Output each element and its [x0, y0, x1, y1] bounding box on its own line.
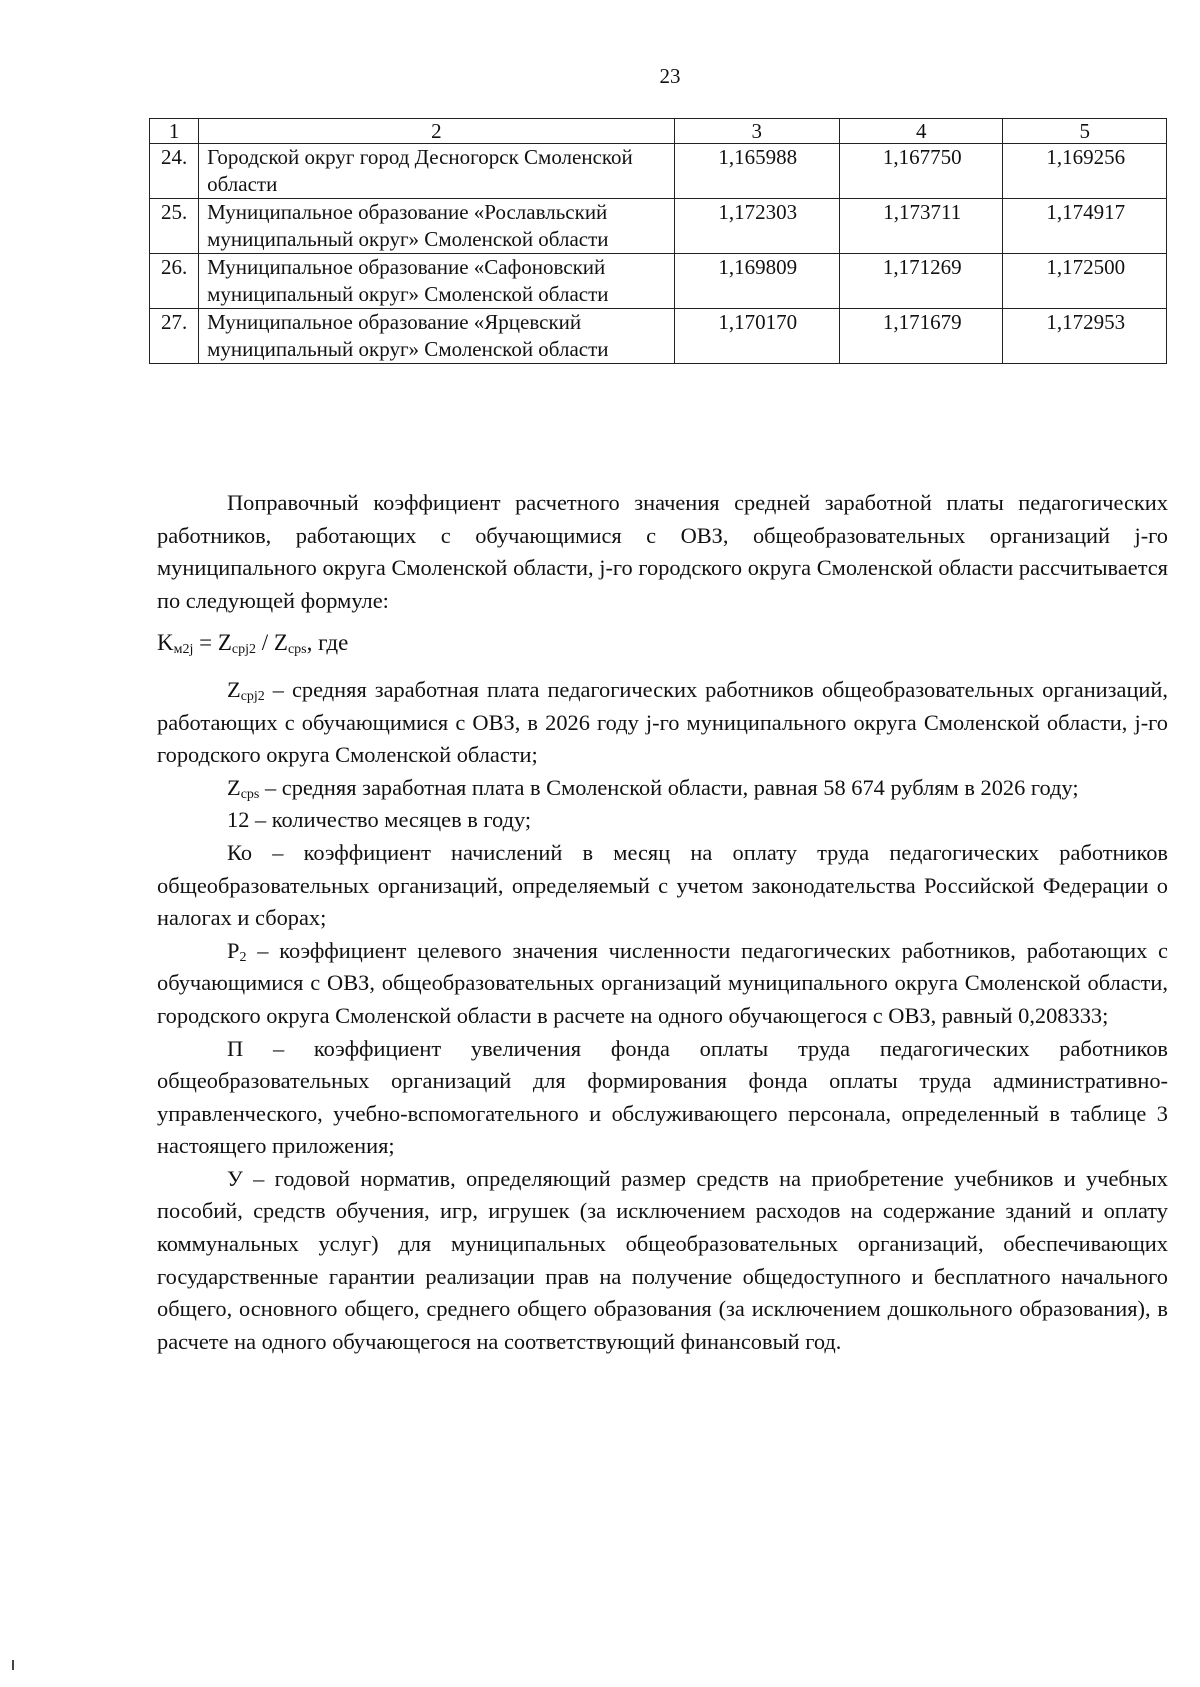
symbol: Р: [227, 937, 240, 963]
definition-zcps: [157, 772, 1168, 805]
definition-text: – средняя заработная плата в Смоленской области, равная 58 674 рублям в 2026 году;: [259, 774, 1079, 800]
row-number: 24.: [150, 144, 199, 199]
table-row: [150, 309, 1167, 364]
definition-u: У – годовой норматив, определяющий размер средств на приобретение учебников и учебных пособий, средств обучения, игр, игрушек (за исключением расходов на содержание зданий и оплату коммунальных услуг) для муниципальных общеобразовательных организаций, обеспечивающих государственные гарантии реализации прав на получение общедоступного и бесплатного начального общего, основного общего, среднего общего образования (за исключением дошкольного образования), в расчете на одного обучающегося на соответствующий финансовый год.: [157, 1165, 1168, 1354]
municipality-name: Муниципальное образование «Сафоновский муниципальный округ» Смоленской области: [199, 254, 674, 309]
coefficient-table: [149, 118, 1167, 364]
table-row: [150, 144, 1167, 199]
municipality-name: Муниципальное образование «Рославльский муниципальный округ» Смоленской области: [199, 199, 674, 254]
coefficient-value-col3: 1,170170: [674, 309, 839, 364]
table-header-row: [150, 119, 1167, 144]
header-cell-2: 2: [199, 119, 674, 144]
coefficient-value-col5: 1,169256: [1003, 144, 1167, 199]
symbol: Z: [227, 774, 241, 800]
definition-text: – коэффициент целевого значения численности педагогических работников, работающих с обучающимися с ОВЗ, общеобразовательных организаций муниципального округа Смоленской области, городского округа Смоленской области в расчете на одного обучающегося с ОВЗ, равный 0,208333;: [157, 937, 1168, 1028]
formula-tail: , где: [306, 630, 349, 656]
coefficient-value-col5: 1,172953: [1003, 309, 1167, 364]
header-cell-4: 4: [840, 119, 1003, 144]
coefficient-value-col3: 1,165988: [674, 144, 839, 199]
formula-equals: = Z: [193, 630, 232, 656]
definition-text: – средняя заработная плата педагогических работников общеобразовательных организаций, работающих с обучающимися с ОВЗ, в 2026 году j-го муниципального округа Смоленской области, j-го городского округа Смоленской области;: [157, 676, 1168, 768]
body-text: [157, 487, 1168, 1358]
municipality-name: Городской округ город Десногорск Смоленской области: [199, 144, 674, 199]
coefficient-value-col3: 1,169809: [674, 254, 839, 309]
intro-paragraph: Поправочный коэффициент расчетного значения средней заработной платы педагогических работников, работающих с обучающимися с ОВЗ, общеобразовательных организаций j-го муниципального округа Смоленской области, j-го городского округа Смоленской области рассчитывается по следующей формуле:: [157, 490, 1168, 613]
coefficient-value-col4: 1,171269: [840, 254, 1003, 309]
row-number: 25.: [150, 199, 199, 254]
formula-z1-subscript: срj2: [231, 642, 257, 658]
definition-zcpj2: [157, 674, 1168, 772]
header-cell-1: 1: [150, 119, 199, 144]
formula-k: K: [157, 630, 174, 656]
definition-pi: П – коэффициент увеличения фонда оплаты труда педагогических работников общеобразовательных организаций для формирования фонда оплаты труда административно-управленческого, учебно-вспомогательного и обслуживающего персонала, определенный в таблице 3 настоящего приложения;: [157, 1035, 1168, 1159]
coefficient-value-col4: 1,171679: [840, 309, 1003, 364]
formula-k-subscript: м2j: [173, 642, 194, 658]
formula-z2-subscript: срs: [287, 642, 307, 658]
row-number: 27.: [150, 309, 199, 364]
coefficient-value-col4: 1,167750: [840, 144, 1003, 199]
formula-slash: / Z: [256, 630, 288, 656]
definition-p2: [157, 935, 1168, 1033]
coefficient-value-col3: 1,172303: [674, 199, 839, 254]
header-cell-3: 3: [674, 119, 839, 144]
table-row: [150, 254, 1167, 309]
coefficient-value-col5: 1,172500: [1003, 254, 1167, 309]
formula: [157, 627, 1168, 660]
symbol-subscript: 2: [239, 949, 247, 965]
symbol: Z: [227, 676, 241, 702]
page-number: 23: [659, 64, 681, 88]
definition-ko: Ко – коэффициент начислений в месяц на оплату труда педагогических работников общеобразовательных организаций, определяемый с учетом законодательства Российской Федерации о налогах и сборах;: [157, 839, 1168, 931]
header-cell-5: 5: [1003, 119, 1167, 144]
coefficient-value-col4: 1,173711: [840, 199, 1003, 254]
symbol-subscript: срj2: [240, 688, 265, 704]
symbol-subscript: срs: [240, 786, 260, 802]
scan-margin-mark: [12, 1660, 14, 1670]
row-number: 26.: [150, 254, 199, 309]
coefficient-value-col5: 1,174917: [1003, 199, 1167, 254]
municipality-name: Муниципальное образование «Ярцевский муниципальный округ» Смоленской области: [199, 309, 674, 364]
table-row: [150, 199, 1167, 254]
definition-12: 12 – количество месяцев в году;: [227, 807, 532, 833]
